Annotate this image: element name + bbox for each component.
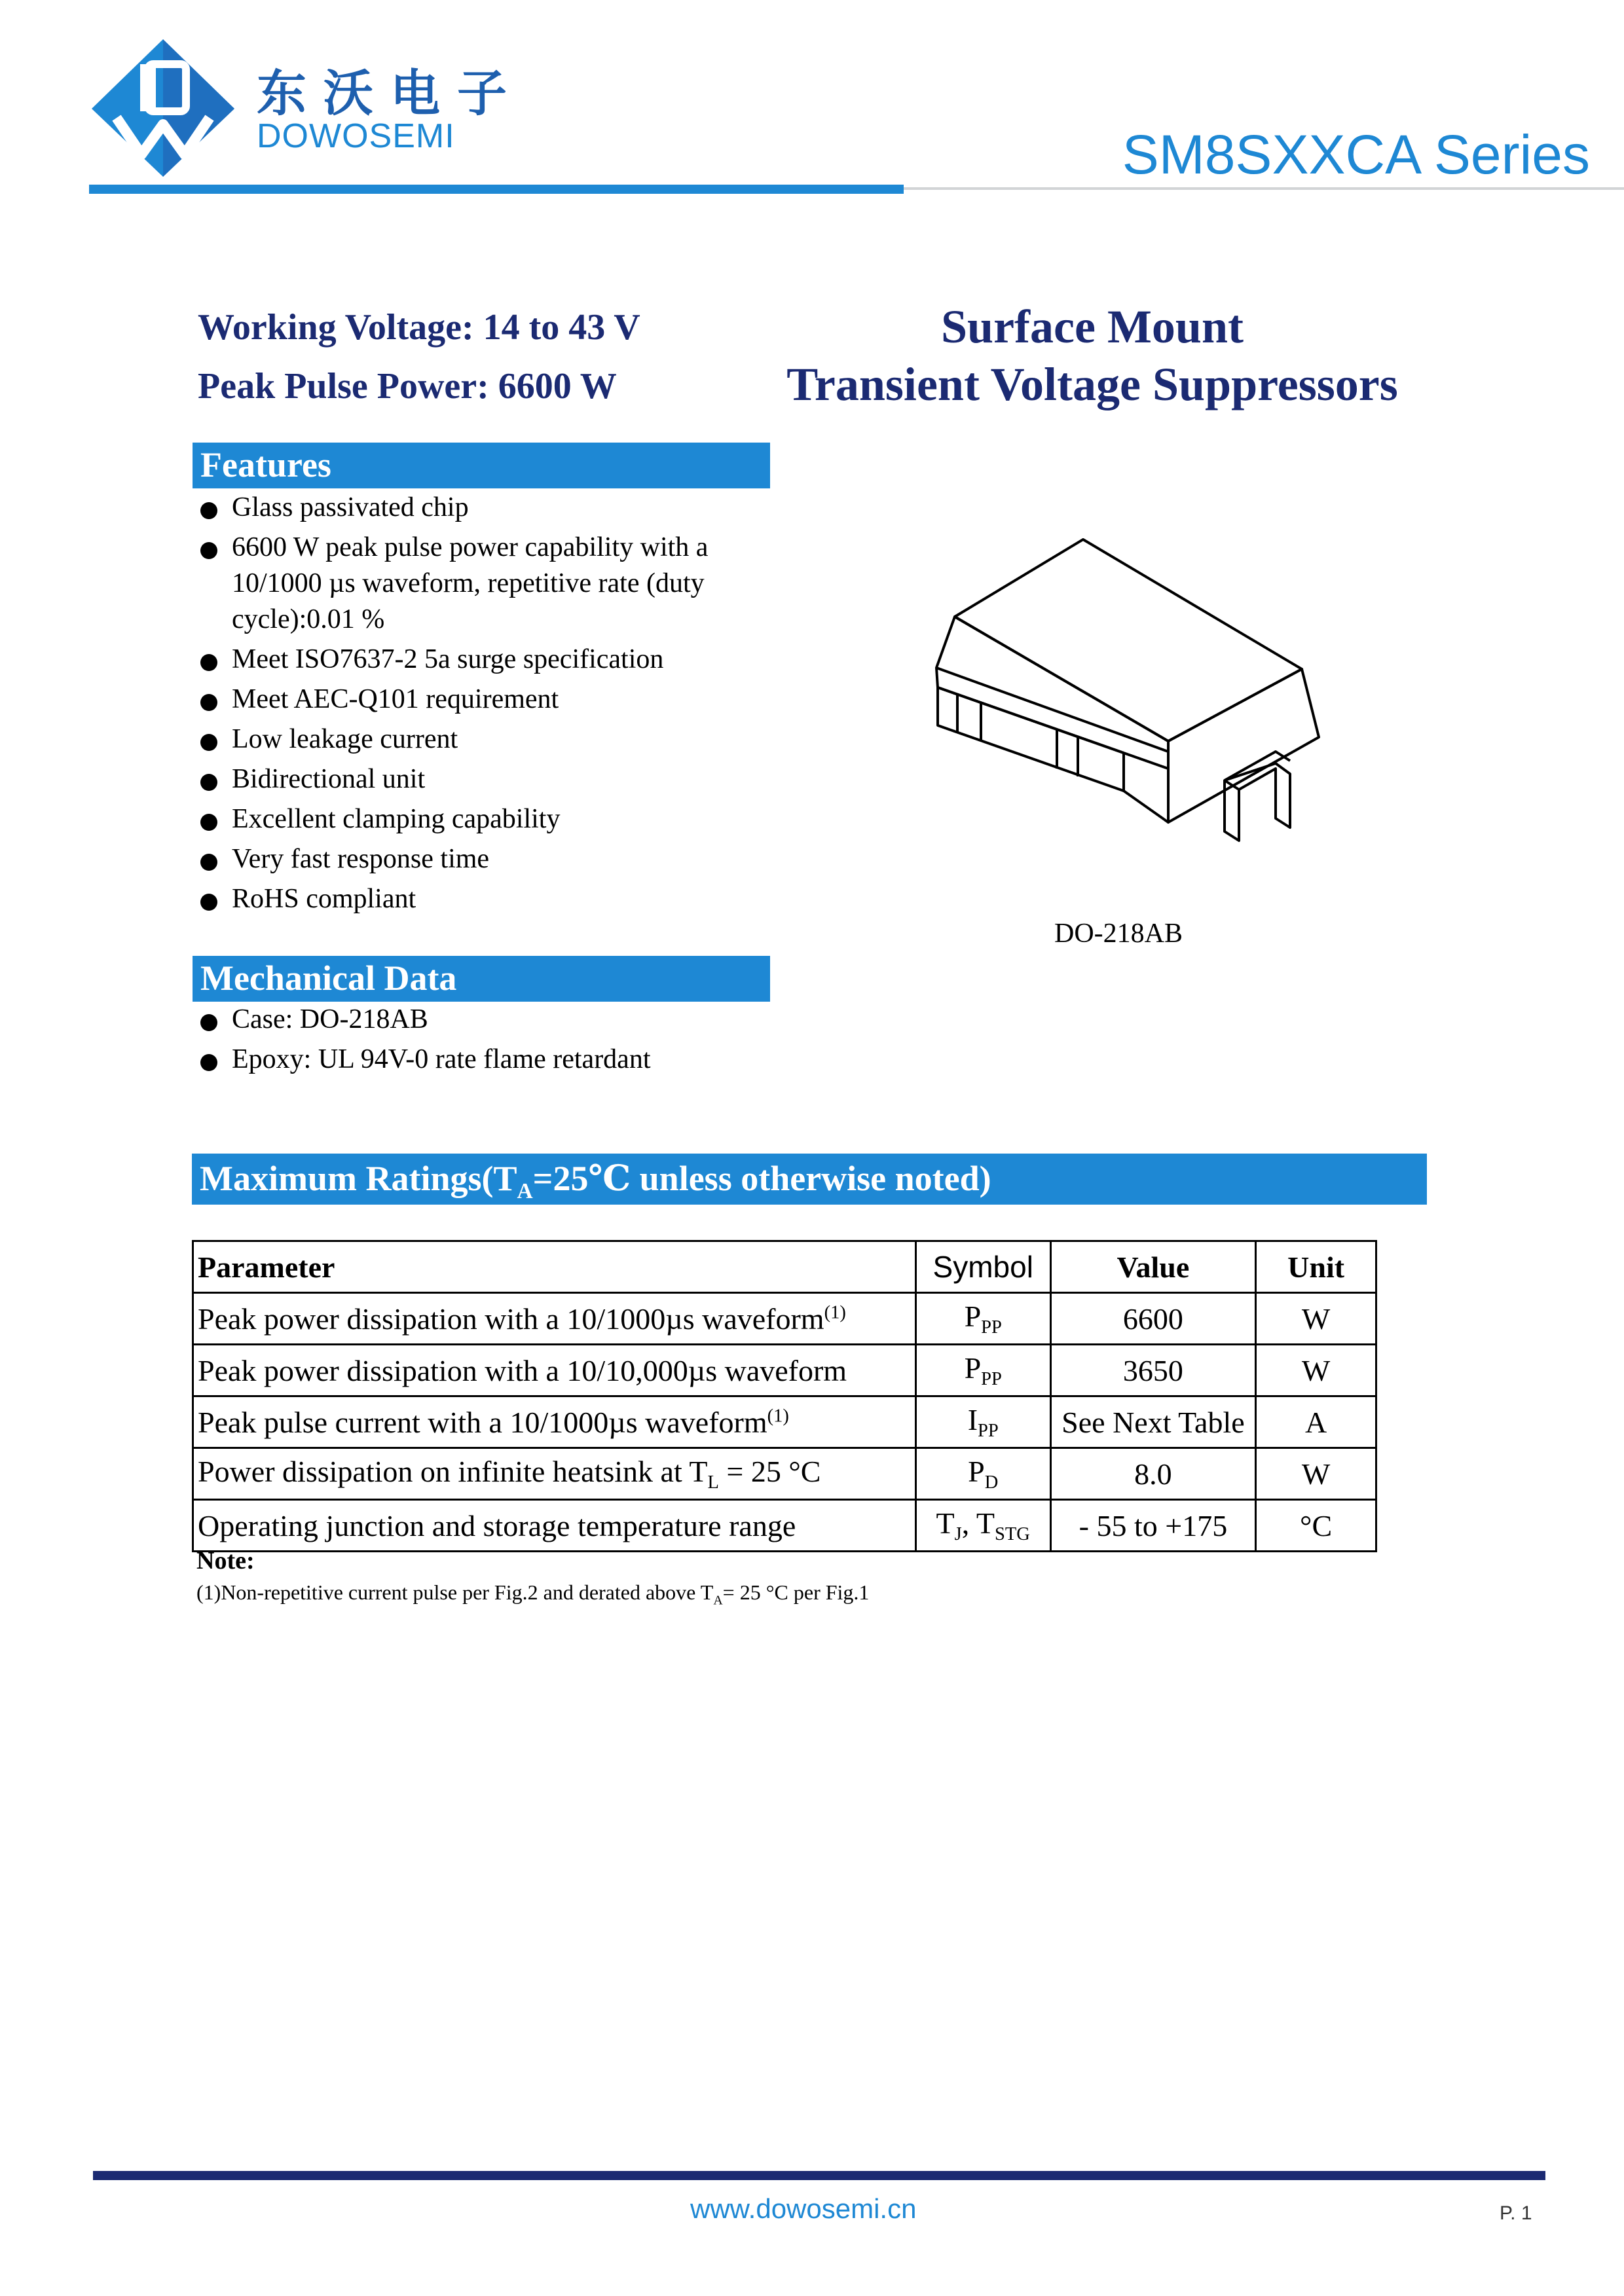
row-value: - 55 to +175	[1050, 1500, 1256, 1552]
product-title-line1: Surface Mount	[941, 301, 1244, 353]
product-title-line2: Transient Voltage Suppressors	[786, 358, 1398, 410]
do-218ab-package-icon	[929, 530, 1324, 851]
ratings-heading-text-2: =25℃ unless otherwise noted)	[532, 1159, 991, 1198]
row-symbol	[915, 1448, 1050, 1500]
symbol-text: T	[936, 1506, 955, 1540]
table-header-row	[193, 1241, 1376, 1293]
param-text: Peak power dissipation with a 10/10,000µs waveform	[198, 1353, 847, 1387]
footer-divider	[93, 2171, 1545, 2180]
max-ratings-table	[192, 1240, 1377, 1552]
symbol-sub: PP	[981, 1317, 1002, 1338]
ratings-heading-text: Maximum Ratings(T	[200, 1159, 517, 1198]
symbol-sub: D	[984, 1472, 999, 1493]
row-value: 8.0	[1050, 1448, 1256, 1500]
feature-item: Bidirectional unit	[200, 761, 764, 797]
row-parameter	[193, 1293, 916, 1345]
row-symbol	[915, 1345, 1050, 1396]
col-header-symbol: Symbol	[915, 1241, 1050, 1293]
features-heading: Features	[193, 443, 770, 488]
col-header-parameter: Parameter	[193, 1241, 916, 1293]
mechanical-item: Case: DO-218AB	[200, 1002, 764, 1038]
feature-item: Excellent clamping capability	[200, 801, 764, 837]
mechanical-heading: Mechanical Data	[193, 956, 770, 1002]
symbol-sub: PP	[981, 1369, 1002, 1390]
param-text: Peak power dissipation with a 10/1000µs waveform	[198, 1302, 824, 1336]
symbol-text: P	[964, 1351, 982, 1385]
logo-chinese-name: 东沃电子	[257, 64, 524, 122]
symbol-text-2: , T	[961, 1506, 995, 1540]
footer-website-link[interactable]: www.dowosemi.cn	[690, 2193, 917, 2224]
symbol-text: P	[964, 1299, 982, 1333]
row-unit: W	[1256, 1448, 1376, 1500]
row-parameter	[193, 1345, 916, 1396]
feature-item: Meet AEC-Q101 requirement	[200, 682, 764, 718]
feature-item: RoHS compliant	[200, 881, 764, 917]
row-value: 6600	[1050, 1293, 1256, 1345]
symbol-text: P	[968, 1454, 985, 1488]
symbol-text: I	[967, 1402, 978, 1436]
row-unit: °C	[1256, 1500, 1376, 1552]
param-text: Power dissipation on infinite heatsink at T	[198, 1454, 708, 1488]
symbol-sub-2: STG	[995, 1524, 1030, 1545]
max-ratings-heading	[192, 1154, 1427, 1205]
table-row	[193, 1396, 1376, 1448]
table-row	[193, 1500, 1376, 1552]
table-row	[193, 1448, 1376, 1500]
logo-english-name: DOWOSEMI	[257, 117, 455, 155]
note-text	[196, 1580, 869, 1608]
ratings-heading-sub: A	[517, 1178, 533, 1203]
series-title: SM8SXXCA Series	[1122, 124, 1590, 185]
row-parameter	[193, 1500, 916, 1552]
param-text: Peak pulse current with a 10/1000µs waveform	[198, 1405, 767, 1439]
param-text-2: = 25 °C	[718, 1454, 821, 1488]
row-unit: W	[1256, 1293, 1376, 1345]
param-sub: L	[707, 1472, 719, 1493]
row-unit: W	[1256, 1345, 1376, 1396]
features-list	[200, 490, 764, 921]
package-label: DO-218AB	[1054, 919, 1183, 949]
row-symbol	[915, 1500, 1050, 1552]
table-row	[193, 1293, 1376, 1345]
row-value: See Next Table	[1050, 1396, 1256, 1448]
feature-item: Very fast response time	[200, 841, 764, 877]
working-voltage: Working Voltage: 14 to 43 V	[198, 307, 640, 348]
feature-item: Glass passivated chip	[200, 490, 764, 526]
mechanical-list	[200, 1002, 764, 1082]
param-text: Operating junction and storage temperature range	[198, 1508, 796, 1542]
note-title: Note:	[196, 1547, 255, 1575]
param-footnote: (1)	[767, 1406, 789, 1427]
feature-item: Low leakage current	[200, 721, 764, 757]
row-unit: A	[1256, 1396, 1376, 1448]
page-number: P. 1	[1500, 2202, 1532, 2224]
row-parameter	[193, 1448, 916, 1500]
col-header-unit: Unit	[1256, 1241, 1376, 1293]
feature-item: Meet ISO7637-2 5a surge specification	[200, 642, 764, 678]
note-sub: A	[713, 1593, 723, 1608]
note-text-part-2: = 25 °C per Fig.1	[722, 1580, 870, 1604]
row-symbol	[915, 1293, 1050, 1345]
param-footnote: (1)	[824, 1302, 846, 1323]
mechanical-item: Epoxy: UL 94V-0 rate flame retardant	[200, 1042, 764, 1078]
symbol-sub: PP	[978, 1421, 999, 1442]
dowosemi-logo-icon	[90, 38, 236, 178]
col-header-value: Value	[1050, 1241, 1256, 1293]
feature-item: 6600 W peak pulse power capability with a 10/1000 µs waveform, repetitive rate (duty cycle):0.01 %	[200, 530, 764, 638]
peak-pulse-power: Peak Pulse Power: 6600 W	[198, 366, 617, 407]
header-divider-gray	[904, 187, 1624, 190]
header-divider-blue	[89, 185, 904, 194]
row-symbol	[915, 1396, 1050, 1448]
row-parameter	[193, 1396, 916, 1448]
table-row	[193, 1345, 1376, 1396]
note-text-part: (1)Non-repetitive current pulse per Fig.2 and derated above T	[196, 1580, 714, 1604]
symbol-sub: J	[954, 1524, 962, 1545]
row-value: 3650	[1050, 1345, 1256, 1396]
